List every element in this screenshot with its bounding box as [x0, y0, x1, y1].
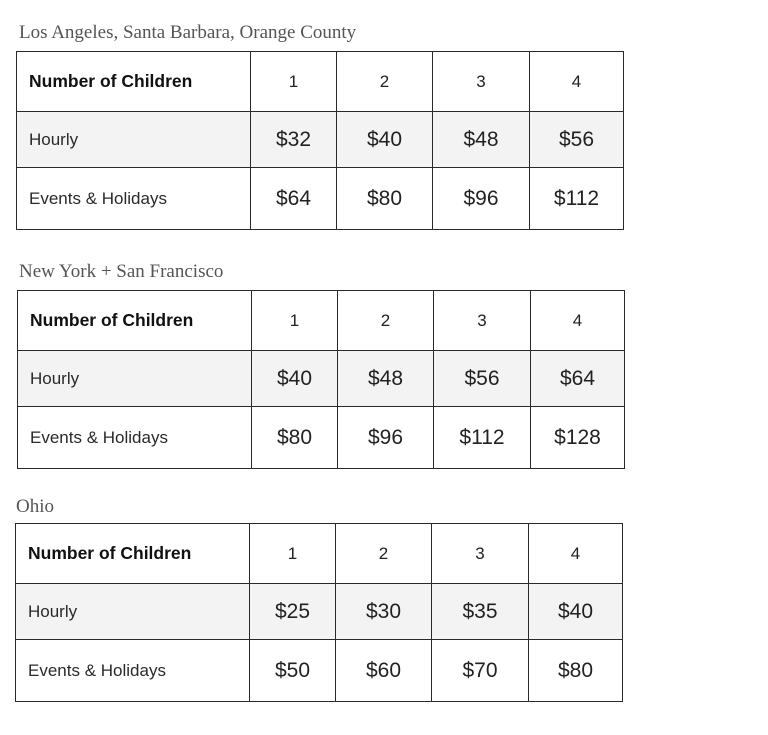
events-price-4: $128 — [531, 407, 625, 469]
events-price-4: $80 — [529, 640, 623, 702]
events-price-1: $64 — [251, 168, 337, 230]
children-count-4: 4 — [530, 52, 624, 112]
region-title-los-angeles: Los Angeles, Santa Barbara, Orange County — [19, 22, 357, 43]
children-count-4: 4 — [531, 291, 625, 351]
table-header-row — [17, 52, 624, 112]
events-label: Events & Holidays — [17, 168, 251, 230]
events-price-1: $50 — [250, 640, 336, 702]
header-label: Number of Children — [17, 52, 251, 112]
events-price-1: $80 — [252, 407, 338, 469]
hourly-price-4: $40 — [529, 584, 623, 640]
rate-table-los-angeles — [16, 51, 624, 230]
hourly-price-1: $25 — [250, 584, 336, 640]
region-title-new-york: New York + San Francisco — [19, 261, 224, 282]
table-header-row — [16, 524, 623, 584]
events-row — [17, 168, 624, 230]
hourly-price-2: $48 — [338, 351, 434, 407]
hourly-label: Hourly — [17, 112, 251, 168]
hourly-price-1: $40 — [252, 351, 338, 407]
hourly-price-4: $56 — [530, 112, 624, 168]
hourly-price-2: $40 — [337, 112, 433, 168]
children-count-3: 3 — [434, 291, 531, 351]
children-count-3: 3 — [432, 524, 529, 584]
events-price-3: $70 — [432, 640, 529, 702]
children-count-1: 1 — [251, 52, 337, 112]
hourly-row — [16, 584, 623, 640]
events-price-2: $60 — [336, 640, 432, 702]
events-price-2: $96 — [338, 407, 434, 469]
rate-table-new-york — [17, 290, 625, 469]
events-label: Events & Holidays — [18, 407, 252, 469]
children-count-3: 3 — [433, 52, 530, 112]
header-label: Number of Children — [16, 524, 250, 584]
events-price-2: $80 — [337, 168, 433, 230]
children-count-1: 1 — [252, 291, 338, 351]
hourly-price-2: $30 — [336, 584, 432, 640]
children-count-2: 2 — [336, 524, 432, 584]
header-label: Number of Children — [18, 291, 252, 351]
hourly-row — [17, 112, 624, 168]
events-price-4: $112 — [530, 168, 624, 230]
rate-table-ohio — [15, 523, 623, 702]
table-header-row — [18, 291, 625, 351]
events-price-3: $96 — [433, 168, 530, 230]
children-count-2: 2 — [338, 291, 434, 351]
region-title-ohio: Ohio — [16, 496, 54, 517]
events-label: Events & Holidays — [16, 640, 250, 702]
events-row — [16, 640, 623, 702]
hourly-label: Hourly — [16, 584, 250, 640]
events-row — [18, 407, 625, 469]
hourly-row — [18, 351, 625, 407]
children-count-4: 4 — [529, 524, 623, 584]
hourly-price-3: $48 — [433, 112, 530, 168]
hourly-label: Hourly — [18, 351, 252, 407]
hourly-price-4: $64 — [531, 351, 625, 407]
children-count-1: 1 — [250, 524, 336, 584]
hourly-price-3: $56 — [434, 351, 531, 407]
events-price-3: $112 — [434, 407, 531, 469]
hourly-price-3: $35 — [432, 584, 529, 640]
children-count-2: 2 — [337, 52, 433, 112]
hourly-price-1: $32 — [251, 112, 337, 168]
